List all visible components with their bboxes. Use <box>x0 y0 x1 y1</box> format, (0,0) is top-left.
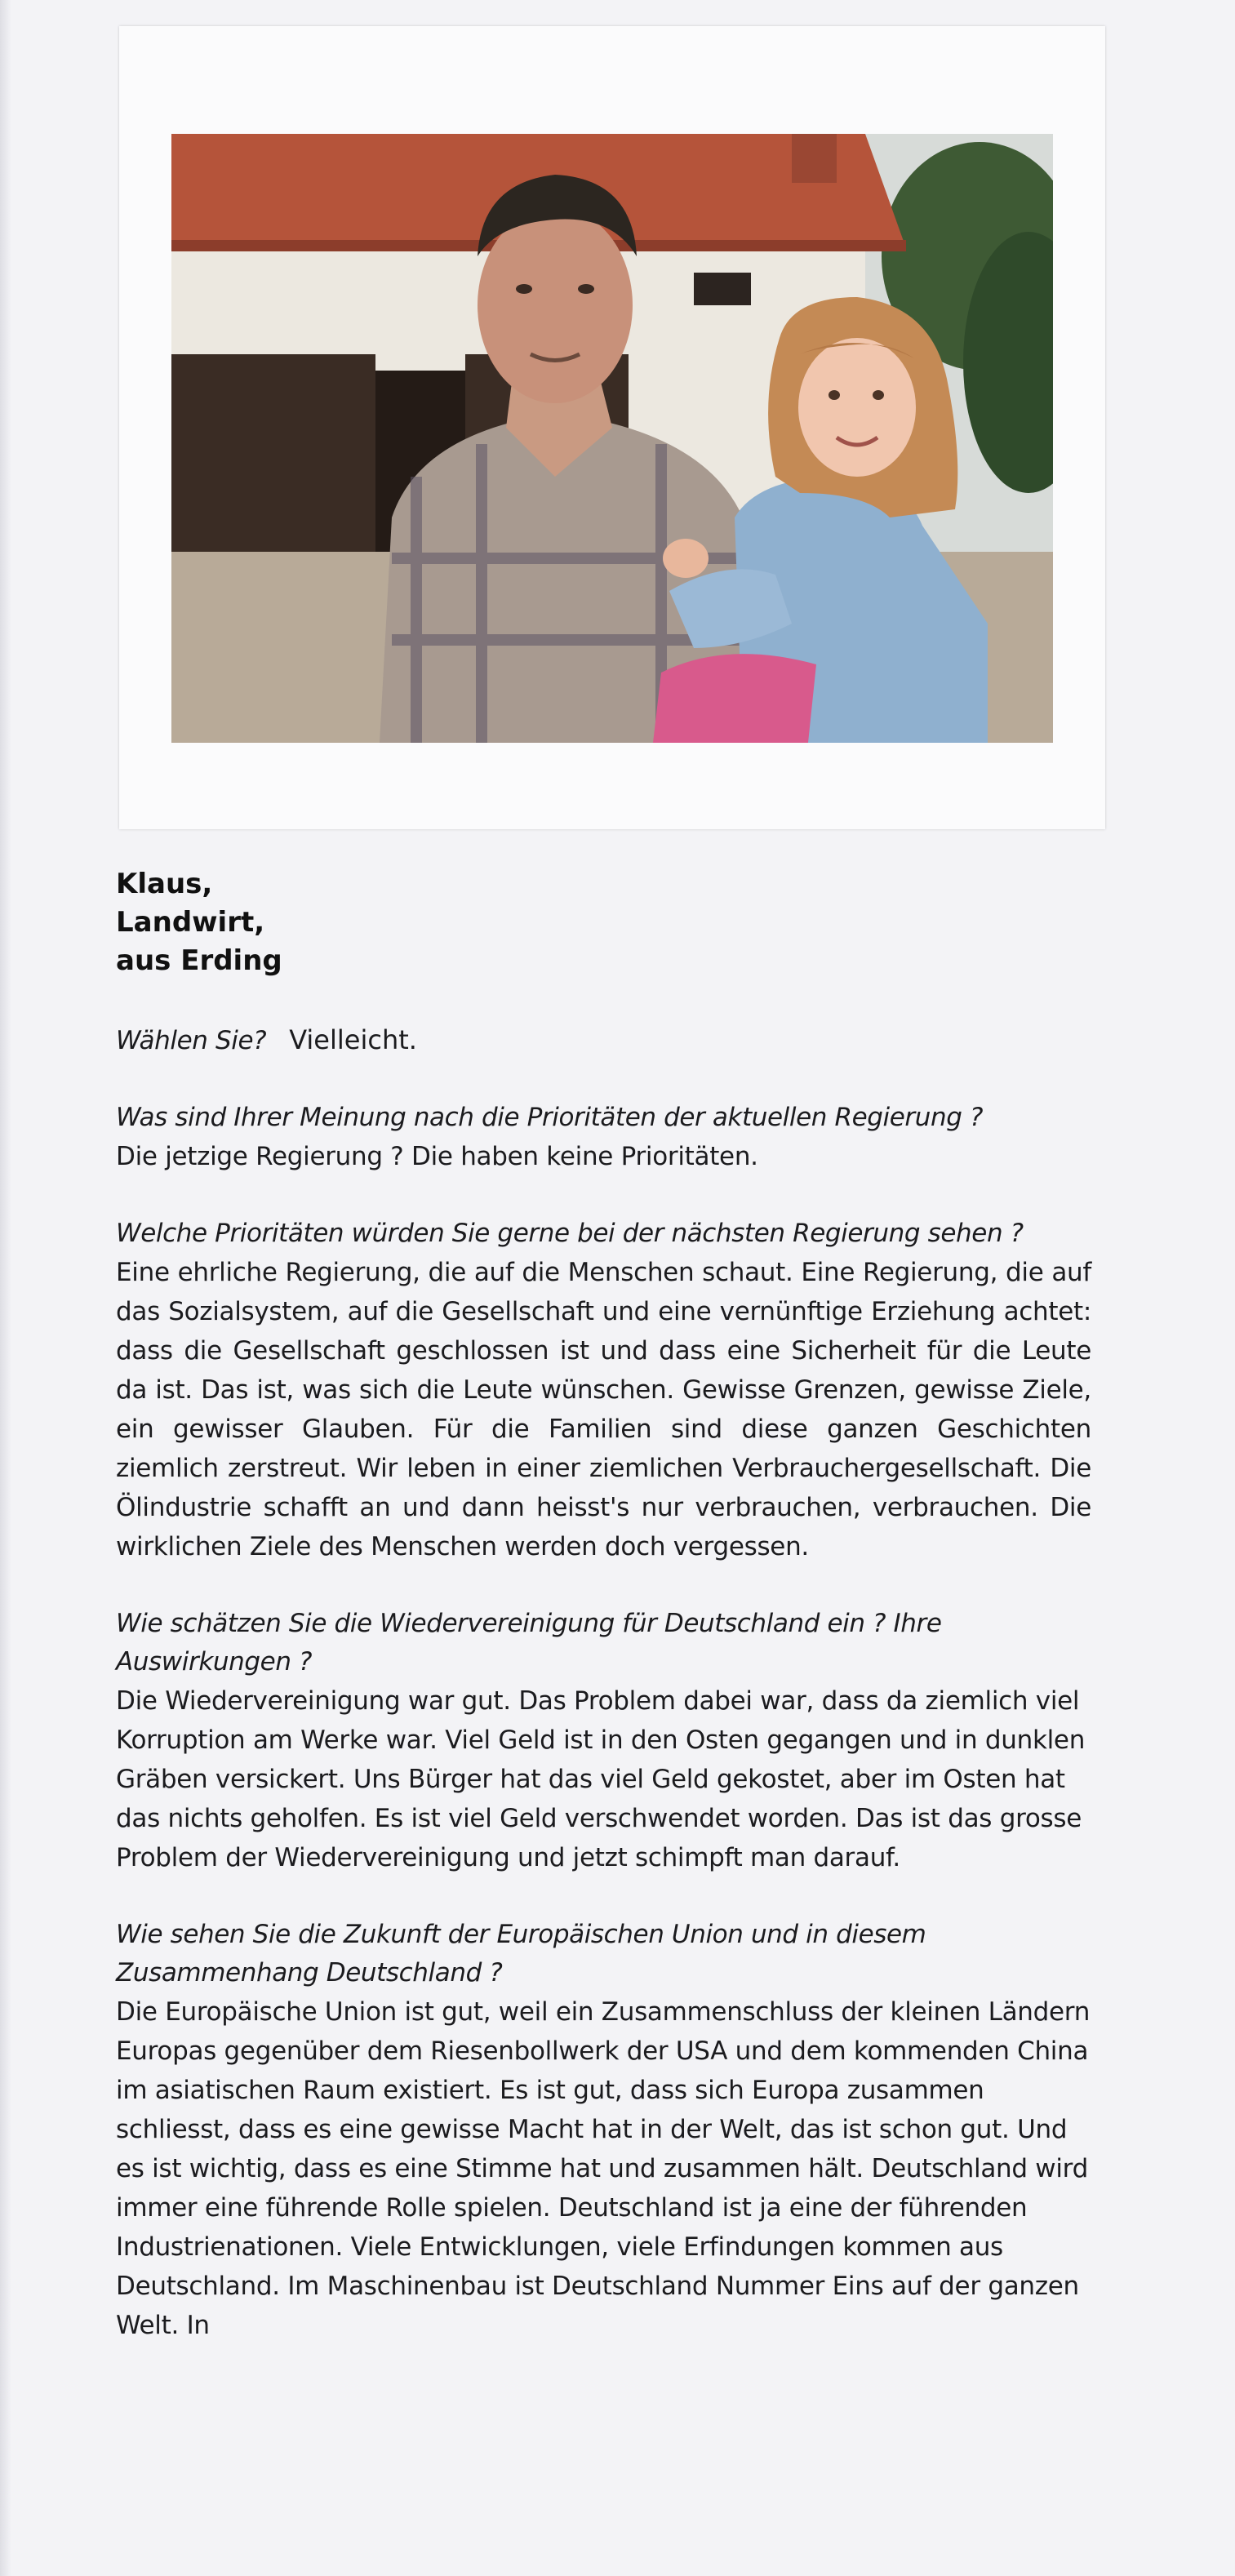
intro-answer: Vielleicht. <box>289 1024 417 1055</box>
question-3: Wie schätzen Sie die Wiedervereinigung für Deutschland ein ? Ihre Auswirkungen ? <box>116 1609 942 1677</box>
person-name: Klaus, <box>116 868 213 900</box>
intro-question: Wählen Sie? <box>116 1026 267 1055</box>
question-4: Wie sehen Sie die Zukunft der Europäischen Union und in diesem Zusammenhang Deutschland ? <box>116 1920 926 1988</box>
intro-qa <box>116 1021 1091 1060</box>
person-occupation: Landwirt, <box>116 906 265 939</box>
answer-1: Die jetzige Regierung ? Die haben keine Prioritäten. <box>116 1142 758 1171</box>
qa-block-4 <box>116 1916 1091 2345</box>
answer-4: Die Europäische Union ist gut, weil ein Zusammenschluss der kleinen Ländern Europas gegenüber dem Riesenbollwerk der USA und dem kommenden China im asiatischen Raum existiert. Es ist gut, dass sich Europa zusammen schliesst, dass es eine gewisse Macht hat in der Welt, das ist schon gut. Und es ist wichtig, dass es eine Stimme hat und zusammen hält. Deutschland wird immer eine führende Rolle spielen. Deutschland ist ja eine der führenden Industrienationen. Viele Entwicklungen, viele Erfindungen kommen aus Deutschland. Im Maschinenbau ist Deutschland Nummer Eins auf der ganzen Welt. In <box>116 1997 1091 2340</box>
answer-2: Eine ehrliche Regierung, die auf die Menschen schaut. Eine Regierung, die auf das Sozialsystem, auf die Gesellschaft und eine vernünftige Erziehung achtet: dass die Gesellschaft geschlossen ist und dass eine Sicherheit für die Leute da ist. Das ist, was sich die Leute wünschen. Gewisse Grenzen, gewisse Ziele, ein gewisser Glauben. Für die Familien sind diese ganzen Geschichten ziemlich zerstreut. Wir leben in einer ziemlichen Verbrauchergesellschaft. Die Ölindustrie schafft an und dann heisst's nur verbrauchen, verbrauchen. Die wirklichen Ziele des Menschen werden doch vergessen. <box>116 1258 1091 1561</box>
qa-block-3 <box>116 1605 1091 1877</box>
photo-mount <box>119 26 1105 829</box>
question-2: Welche Prioritäten würden Sie gerne bei der nächsten Regierung sehen ? <box>116 1219 1024 1248</box>
interview-text <box>116 865 1091 2345</box>
portrait-photo-drawing <box>171 134 1053 743</box>
question-1: Was sind Ihrer Meinung nach die Prioritäten der aktuellen Regierung ? <box>116 1103 984 1132</box>
answer-3: Die Wiedervereinigung war gut. Das Problem dabei war, dass da ziemlich viel Korruption am Werke war. Viel Geld ist in den Osten gegangen und in dunklen Gräben versickert. Uns Bürger hat das viel Geld gekostet, aber im Osten hat das nichts geholfen. Es ist viel Geld verschwendet worden. Das ist das grosse Problem der Wiedervereinigung und jetzt schimpft man darauf. <box>116 1686 1086 1872</box>
qa-block-1 <box>116 1099 1091 1176</box>
portrait-photo <box>171 134 1053 743</box>
person-origin: aus Erding <box>116 944 282 977</box>
qa-block-2 <box>116 1215 1091 1566</box>
paper-fold-shadow <box>0 0 11 2576</box>
